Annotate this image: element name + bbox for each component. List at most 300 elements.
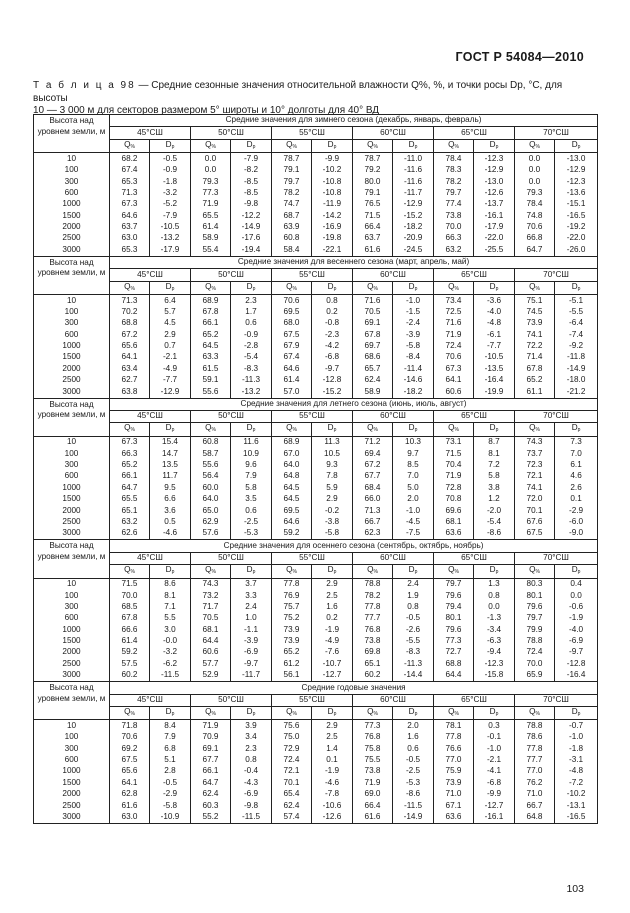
dewpoint-cell: 7.1 (150, 601, 191, 612)
humidity-cell: 61.4 (272, 375, 312, 386)
humidity-cell: 71.3 (110, 295, 150, 307)
humidity-cell: 64.4 (434, 670, 474, 682)
humidity-cell: 64.1 (434, 375, 474, 386)
table-row (34, 800, 598, 811)
latitude-header-row (34, 410, 598, 422)
humidity-cell: 66.1 (191, 766, 231, 777)
dewpoint-cell: -1.0 (393, 505, 434, 516)
dewpoint-cell: -12.7 (312, 670, 353, 682)
d-subscript: p (252, 569, 256, 576)
dewpoint-cell: 2.3 (231, 743, 272, 754)
humidity-cell: 68.5 (110, 601, 150, 612)
humidity-cell: 66.7 (515, 800, 555, 811)
humidity-cell: 70.1 (272, 777, 312, 788)
d-symbol: D (165, 423, 172, 433)
humidity-cell: 70.6 (515, 222, 555, 233)
q-subscript: % (535, 285, 540, 292)
table-row (34, 613, 598, 624)
dewpoint-cell: -17.6 (231, 233, 272, 244)
dewpoint-cell: -14.2 (312, 210, 353, 221)
table-caption-line2: 10 — 3 000 м для секторов размером 5° широты и 10° долготы для 40° ВД (33, 105, 380, 116)
humidity-cell: 77.8 (515, 743, 555, 754)
dewpoint-cell: -2.6 (393, 624, 434, 635)
dewpoint-cell: 3.8 (474, 482, 515, 493)
altitude-cell: 2000 (34, 789, 110, 800)
humidity-cell: 78.8 (515, 636, 555, 647)
humidity-cell: 71.0 (434, 789, 474, 800)
humidity-cell: 71.6 (434, 318, 474, 329)
q-subscript: % (373, 427, 378, 434)
altitude-cell: 1500 (34, 636, 110, 647)
humidity-cell: 70.9 (191, 732, 231, 743)
q-subscript: % (373, 710, 378, 717)
latitude-header: 70°СШ (515, 552, 598, 564)
humidity-cell: 64.4 (191, 636, 231, 647)
dewpoint-cell: -7.7 (474, 341, 515, 352)
humidity-cell: 68.2 (110, 153, 150, 165)
dewpoint-cell: 8.6 (150, 578, 191, 590)
dewpoint-cell: -19.4 (231, 244, 272, 256)
humidity-cell: 0.0 (191, 165, 231, 176)
humidity-cell: 57.5 (110, 658, 150, 669)
humidity-cell: 70.6 (110, 732, 150, 743)
humidity-cell: 71.5 (353, 210, 393, 221)
dewpoint-cell: -7.9 (231, 153, 272, 165)
dewpoint-cell: -9.8 (231, 800, 272, 811)
dewpoint-cell: -21.2 (555, 386, 598, 398)
d-symbol: D (408, 706, 415, 716)
humidity-cell: 62.4 (191, 789, 231, 800)
dewpoint-cell: -14.9 (555, 363, 598, 374)
humidity-column-header (110, 565, 150, 579)
humidity-cell: 68.7 (272, 210, 312, 221)
dewpoint-cell: -7.8 (312, 789, 353, 800)
humidity-cell: 68.8 (110, 318, 150, 329)
dewpoint-cell: -9.7 (555, 647, 598, 658)
humidity-cell: 66.6 (110, 624, 150, 635)
altitude-cell: 1500 (34, 777, 110, 788)
d-symbol: D (571, 281, 578, 291)
dewpoint-cell: -9.0 (555, 528, 598, 540)
dewpoint-cell: -13.1 (555, 800, 598, 811)
humidity-column-header (515, 565, 555, 579)
humidity-cell: 65.0 (191, 505, 231, 516)
humidity-cell: 66.4 (353, 222, 393, 233)
humidity-cell: 60.2 (353, 670, 393, 682)
q-symbol: Q (448, 565, 455, 575)
dewpoint-cell: -14.9 (231, 222, 272, 233)
q-subscript: % (130, 569, 135, 576)
humidity-cell: 63.9 (272, 222, 312, 233)
dewpoint-cell: -19.8 (312, 233, 353, 244)
humidity-cell: 69.5 (272, 306, 312, 317)
dewpoint-cell: -13.2 (150, 233, 191, 244)
humidity-cell: 56.1 (272, 670, 312, 682)
humidity-cell: 75.1 (515, 295, 555, 307)
dewpoint-cell: -3.1 (555, 755, 598, 766)
humidity-cell: 79.7 (272, 176, 312, 187)
humidity-cell: 64.0 (272, 460, 312, 471)
dewpoint-cell: -2.3 (312, 329, 353, 340)
humidity-cell: 80.3 (515, 578, 555, 590)
humidity-cell: 79.7 (434, 187, 474, 198)
humidity-cell: 71.4 (515, 352, 555, 363)
dewpoint-cell: 0.0 (474, 601, 515, 612)
q-subscript: % (454, 427, 459, 434)
humidity-cell: 80.1 (434, 613, 474, 624)
humidity-cell: 68.4 (353, 482, 393, 493)
humidity-cell: 67.9 (272, 341, 312, 352)
section-title-row (34, 540, 598, 552)
dewpoint-cell: -7.4 (555, 329, 598, 340)
humidity-cell: 77.8 (272, 578, 312, 590)
humidity-column-header (353, 423, 393, 437)
d-subscript: p (333, 427, 337, 434)
humidity-cell: 77.0 (515, 766, 555, 777)
humidity-cell: 72.4 (272, 755, 312, 766)
table-row (34, 743, 598, 754)
humidity-cell: 62.4 (272, 800, 312, 811)
dewpoint-cell: -6.8 (312, 352, 353, 363)
dewpoint-cell: -17.9 (150, 244, 191, 256)
humidity-cell: 66.8 (515, 233, 555, 244)
q-subscript: % (292, 427, 297, 434)
dewpoint-cell: -13.6 (555, 187, 598, 198)
humidity-column-header (272, 281, 312, 295)
humidity-cell: 73.9 (434, 777, 474, 788)
humidity-column-header (353, 565, 393, 579)
dewpoint-column-header (231, 139, 272, 153)
latitude-header: 70°СШ (515, 127, 598, 139)
humidity-cell: 67.0 (272, 448, 312, 459)
dewpoint-cell: -12.9 (393, 199, 434, 210)
d-symbol: D (571, 423, 578, 433)
humidity-cell: 65.6 (110, 766, 150, 777)
humidity-cell: 80.1 (515, 590, 555, 601)
dewpoint-cell: -13.2 (231, 386, 272, 398)
altitude-cell: 2500 (34, 658, 110, 669)
humidity-cell: 67.8 (353, 329, 393, 340)
d-symbol: D (571, 565, 578, 575)
dewpoint-column-header (231, 706, 272, 720)
humidity-cell: 63.3 (191, 352, 231, 363)
humidity-cell: 55.2 (191, 812, 231, 824)
humidity-cell: 64.6 (272, 517, 312, 528)
dewpoint-cell: -10.6 (312, 800, 353, 811)
humidity-column-header (272, 565, 312, 579)
q-symbol: Q (529, 139, 536, 149)
humidity-cell: 71.5 (434, 448, 474, 459)
dewpoint-cell: -1.8 (150, 176, 191, 187)
dewpoint-cell: -12.8 (312, 375, 353, 386)
q-symbol: Q (286, 565, 293, 575)
dewpoint-cell: -22.0 (555, 233, 598, 244)
d-subscript: p (252, 710, 256, 717)
dewpoint-cell: 1.4 (312, 743, 353, 754)
table-row (34, 448, 598, 459)
altitude-cell: 2500 (34, 800, 110, 811)
dewpoint-cell: 1.6 (393, 732, 434, 743)
humidity-cell: 67.5 (110, 755, 150, 766)
humidity-cell: 66.1 (110, 471, 150, 482)
dewpoint-cell: -5.8 (150, 800, 191, 811)
altitude-cell: 100 (34, 165, 110, 176)
humidity-cell: 62.7 (110, 375, 150, 386)
humidity-cell: 73.2 (191, 590, 231, 601)
dewpoint-cell: 2.8 (150, 766, 191, 777)
dewpoint-cell: -11.7 (231, 670, 272, 682)
humidity-cell: 55.6 (191, 460, 231, 471)
table-row (34, 647, 598, 658)
dewpoint-cell: -22.1 (312, 244, 353, 256)
humidity-cell: 76.8 (353, 732, 393, 743)
humidity-cell: 64.6 (272, 363, 312, 374)
latitude-header: 55°СШ (272, 127, 353, 139)
humidity-cell: 67.8 (515, 363, 555, 374)
dewpoint-cell: -4.8 (555, 766, 598, 777)
dewpoint-cell: 7.9 (231, 471, 272, 482)
altitude-header: Высота над уровнем земли, м (34, 540, 110, 578)
humidity-cell: 74.5 (515, 306, 555, 317)
latitude-header: 45°СШ (110, 410, 191, 422)
dewpoint-cell: -4.3 (231, 777, 272, 788)
humidity-cell: 78.2 (272, 187, 312, 198)
humidity-cell: 63.0 (110, 233, 150, 244)
humidity-cell: 65.1 (110, 505, 150, 516)
dewpoint-cell: -0.7 (555, 720, 598, 732)
humidity-cell: 55.6 (191, 386, 231, 398)
altitude-cell: 300 (34, 176, 110, 187)
altitude-cell: 3000 (34, 812, 110, 824)
dewpoint-column-header (231, 423, 272, 437)
humidity-cell: 78.2 (353, 590, 393, 601)
latitude-header: 45°СШ (110, 127, 191, 139)
dewpoint-column-header (555, 706, 598, 720)
dewpoint-cell: 0.7 (150, 341, 191, 352)
humidity-cell: 67.4 (272, 352, 312, 363)
humidity-cell: 65.7 (353, 363, 393, 374)
dewpoint-cell: 5.1 (150, 755, 191, 766)
humidity-cell: 63.2 (110, 517, 150, 528)
humidity-cell: 61.4 (191, 222, 231, 233)
altitude-cell: 100 (34, 590, 110, 601)
dewpoint-cell: -11.6 (393, 165, 434, 176)
q-subscript: % (535, 427, 540, 434)
humidity-cell: 69.7 (353, 341, 393, 352)
altitude-cell: 2500 (34, 517, 110, 528)
humidity-cell: 63.2 (434, 244, 474, 256)
dewpoint-cell: -11.4 (393, 363, 434, 374)
humidity-cell: 60.6 (434, 386, 474, 398)
humidity-cell: 63.6 (434, 528, 474, 540)
d-symbol: D (489, 281, 496, 291)
dewpoint-cell: 7.0 (393, 471, 434, 482)
dewpoint-cell: 0.0 (555, 590, 598, 601)
dewpoint-cell: -4.5 (393, 517, 434, 528)
humidity-column-header (272, 423, 312, 437)
dewpoint-cell: 11.7 (150, 471, 191, 482)
dewpoint-cell: -6.4 (555, 318, 598, 329)
dewpoint-cell: -8.2 (231, 165, 272, 176)
latitude-header: 60°СШ (353, 410, 434, 422)
dewpoint-column-header (555, 139, 598, 153)
q-subscript: % (454, 285, 459, 292)
humidity-cell: 59.2 (110, 647, 150, 658)
dewpoint-cell: -4.6 (150, 528, 191, 540)
humidity-cell: 70.6 (434, 352, 474, 363)
humidity-cell: 61.6 (353, 812, 393, 824)
section-title: Средние значения для весеннего сезона (март, апрель, май) (110, 256, 598, 268)
humidity-cell: 71.3 (353, 505, 393, 516)
humidity-cell: 67.6 (515, 517, 555, 528)
dewpoint-cell: -9.8 (231, 199, 272, 210)
dewpoint-cell: -1.0 (474, 743, 515, 754)
humidity-cell: 77.4 (434, 199, 474, 210)
d-subscript: p (495, 427, 499, 434)
table-row (34, 363, 598, 374)
dewpoint-cell: -9.2 (555, 341, 598, 352)
latitude-header: 65°СШ (434, 127, 515, 139)
dewpoint-column-header (474, 281, 515, 295)
latitude-header: 50°СШ (191, 694, 272, 706)
dewpoint-cell: -2.8 (231, 341, 272, 352)
dewpoint-column-header (150, 706, 191, 720)
humidity-cell: 64.1 (110, 352, 150, 363)
latitude-header: 50°СШ (191, 552, 272, 564)
q-subscript: % (211, 710, 216, 717)
humidity-cell: 71.3 (110, 187, 150, 198)
latitude-header-row (34, 269, 598, 281)
humidity-cell: 62.3 (353, 528, 393, 540)
d-symbol: D (571, 706, 578, 716)
q-symbol: Q (205, 139, 212, 149)
d-symbol: D (327, 281, 334, 291)
d-subscript: p (495, 285, 499, 292)
dewpoint-cell: -3.4 (474, 624, 515, 635)
humidity-cell: 57.7 (191, 658, 231, 669)
dewpoint-cell: -17.9 (474, 222, 515, 233)
dewpoint-cell: 10.3 (393, 436, 434, 448)
dewpoint-cell: -13.7 (474, 199, 515, 210)
d-subscript: p (171, 710, 175, 717)
dewpoint-cell: -15.2 (312, 386, 353, 398)
q-subscript: % (292, 710, 297, 717)
dewpoint-cell: -11.3 (231, 375, 272, 386)
dewpoint-cell: -11.5 (393, 800, 434, 811)
altitude-header: Высота над уровнем земли, м (34, 256, 110, 294)
altitude-cell: 1000 (34, 624, 110, 635)
latitude-header: 60°СШ (353, 552, 434, 564)
humidity-cell: 71.5 (110, 578, 150, 590)
humidity-column-header (272, 139, 312, 153)
table-row (34, 199, 598, 210)
dewpoint-cell: -0.9 (150, 165, 191, 176)
humidity-column-header (434, 139, 474, 153)
humidity-cell: 64.7 (191, 777, 231, 788)
dewpoint-cell: 2.3 (231, 295, 272, 307)
humidity-cell: 65.5 (191, 210, 231, 221)
dewpoint-cell: 2.9 (312, 494, 353, 505)
q-symbol: Q (205, 565, 212, 575)
dewpoint-cell: -19.2 (555, 222, 598, 233)
q-subscript: % (211, 427, 216, 434)
humidity-cell: 70.8 (434, 494, 474, 505)
humidity-cell: 78.8 (353, 578, 393, 590)
humidity-cell: 62.4 (353, 375, 393, 386)
dewpoint-cell: 2.4 (231, 601, 272, 612)
humidity-cell: 72.8 (434, 482, 474, 493)
q-subscript: % (292, 569, 297, 576)
dewpoint-column-header (150, 565, 191, 579)
dewpoint-cell: -1.1 (231, 624, 272, 635)
d-symbol: D (489, 706, 496, 716)
dewpoint-column-header (393, 281, 434, 295)
humidity-cell: 73.7 (515, 448, 555, 459)
altitude-cell: 600 (34, 329, 110, 340)
humidity-cell: 67.3 (110, 199, 150, 210)
humidity-cell: 60.3 (191, 800, 231, 811)
humidity-cell: 64.8 (515, 812, 555, 824)
dewpoint-cell: 13.5 (150, 460, 191, 471)
humidity-cell: 77.0 (434, 755, 474, 766)
dewpoint-cell: -1.0 (393, 295, 434, 307)
humidity-cell: 68.0 (272, 318, 312, 329)
latitude-header: 55°СШ (272, 552, 353, 564)
humidity-cell: 70.5 (353, 306, 393, 317)
humidity-cell: 63.7 (110, 222, 150, 233)
humidity-cell: 65.6 (110, 341, 150, 352)
humidity-cell: 70.2 (110, 306, 150, 317)
dewpoint-cell: -5.8 (312, 528, 353, 540)
dewpoint-column-header (312, 423, 353, 437)
humidity-cell: 65.9 (515, 670, 555, 682)
q-subscript: % (454, 710, 459, 717)
table-row (34, 295, 598, 307)
altitude-cell: 1000 (34, 766, 110, 777)
table-row (34, 233, 598, 244)
dewpoint-cell: 7.2 (474, 460, 515, 471)
d-subscript: p (414, 143, 418, 150)
altitude-cell: 3000 (34, 670, 110, 682)
humidity-cell: 79.3 (191, 176, 231, 187)
humidity-cell: 68.9 (272, 436, 312, 448)
dewpoint-cell: -2.5 (393, 766, 434, 777)
document-header: ГОСТ Р 54084—2010 (455, 50, 584, 64)
altitude-cell: 600 (34, 755, 110, 766)
humidity-cell: 72.0 (515, 494, 555, 505)
q-symbol: Q (448, 139, 455, 149)
dewpoint-cell: -3.2 (150, 187, 191, 198)
humidity-cell: 68.1 (434, 517, 474, 528)
altitude-cell: 2000 (34, 505, 110, 516)
dewpoint-cell: -11.9 (312, 199, 353, 210)
humidity-cell: 57.0 (272, 386, 312, 398)
table-row (34, 766, 598, 777)
dewpoint-cell: -16.4 (474, 375, 515, 386)
dewpoint-cell: -5.3 (393, 777, 434, 788)
dewpoint-cell: -13.0 (474, 176, 515, 187)
d-symbol: D (165, 706, 172, 716)
dewpoint-column-header (150, 139, 191, 153)
humidity-cell: 73.4 (434, 295, 474, 307)
table-row (34, 670, 598, 682)
q-subscript: % (211, 569, 216, 576)
humidity-cell: 73.8 (353, 766, 393, 777)
dewpoint-cell: -10.2 (312, 165, 353, 176)
humidity-cell: 73.8 (434, 210, 474, 221)
altitude-cell: 3000 (34, 244, 110, 256)
table-caption (33, 80, 593, 118)
